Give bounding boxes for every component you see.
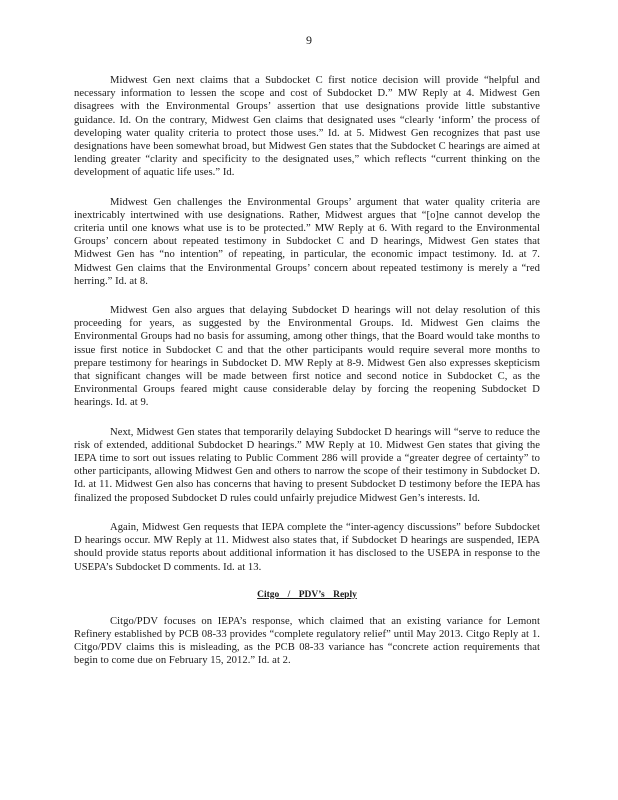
page-number: 9 — [306, 33, 312, 47]
section-heading: Citgo / PDV’s Reply — [257, 589, 357, 600]
paragraph: Again, Midwest Gen requests that IEPA complete the “inter-agency discussions” before Subdocket D hearings occur. MW Reply at 11. Midwest also states that, if Subdocket D hearings are suspended, IEPA should provide status reports about additional information it has disclosed to the USEPA in response to the USEPA’s Subdocket D comments. Id. at 13. — [74, 521, 540, 573]
paragraph: Citgo/PDV focuses on IEPA’s response, which claimed that an existing variance for Lemont Refinery established by PCB 08-33 provides “complete regulatory relief” until May 2013. Citgo Reply at 1. Citgo/PDV claims this is misleading, as the PCB 08-33 variance has “concrete action requirements that begin to come due on February 15, 2012.” Id. at 2. — [74, 615, 540, 667]
paragraph: Next, Midwest Gen states that temporarily delaying Subdocket D hearings will “serve to reduce the risk of extended, additional Subdocket D hearings.” MW Reply at 10. Midwest Gen states that giving the IEPA time to sort out issues relating to Public Comment 286 will provide a “greater degree of certainty” to other participants, allowing Midwest Gen and others to narrow the scope of their testimony in Subdocket D. Id. at 11. Midwest Gen also has concerns that having to present Subdocket D testimony before the IEPA has finalized the proposed Subdocket D rules could unfairly prejudice Midwest Gen’s interests. Id. — [74, 426, 540, 504]
paragraph: Midwest Gen also argues that delaying Subdocket D hearings will not delay resolution of this proceeding for years, as suggested by the Environmental Groups. Id. Midwest Gen claims the Environmental Groups had no basis for assuming, among other things, that the Board would take months to issue first notice in Subdocket C and that the other participants would require several more months to prepare testimony for hearings in Subdocket D. MW Reply at 8-9. Midwest Gen also expresses skepticism that significant changes will be made between first notice and second notice in Subdocket C, as the Environmental Groups feared might cause considerable delay by forcing the reopening Subdocket D hearings. Id. at 9. — [74, 305, 540, 409]
document-body — [74, 74, 540, 684]
paragraph: Midwest Gen challenges the Environmental Groups’ argument that water quality criteria are inextricably intertwined with use designations. Rather, Midwest argues that “[o]ne cannot develop the criteria until one knows what use is to be protected.” MW Reply at 6. With regard to the Environmental Groups’ concern about repeated testimony in Subdocket C and D hearings, Midwest Gen states that Midwest Gen has “no intention” of repeating, in particular, the economic impact testimony. Id. at 7. Midwest Gen claims that the Environmental Groups’ concern about repeated testimony is merely a “red herring.” Id. at 8. — [74, 196, 540, 287]
paragraph: Midwest Gen next claims that a Subdocket C first notice decision will provide “helpful and necessary information to lessen the scope and cost of Subdocket D.” MW Reply at 4. Midwest Gen disagrees with the Environmental Groups’ assertion that use designations provide little substantive guidance. Id. On the contrary, Midwest Gen claims that designated uses “clearly ‘inform’ the process of developing water quality criteria to protect those uses.” Id. at 5. Midwest Gen recognizes that past use designations have been somewhat broad, but Midwest Gen states that the Subdocket C hearings are aimed at lending greater “clarity and specificity to the designated uses,” which reflects “current thinking on the development of aquatic life uses.” Id. — [74, 75, 540, 179]
